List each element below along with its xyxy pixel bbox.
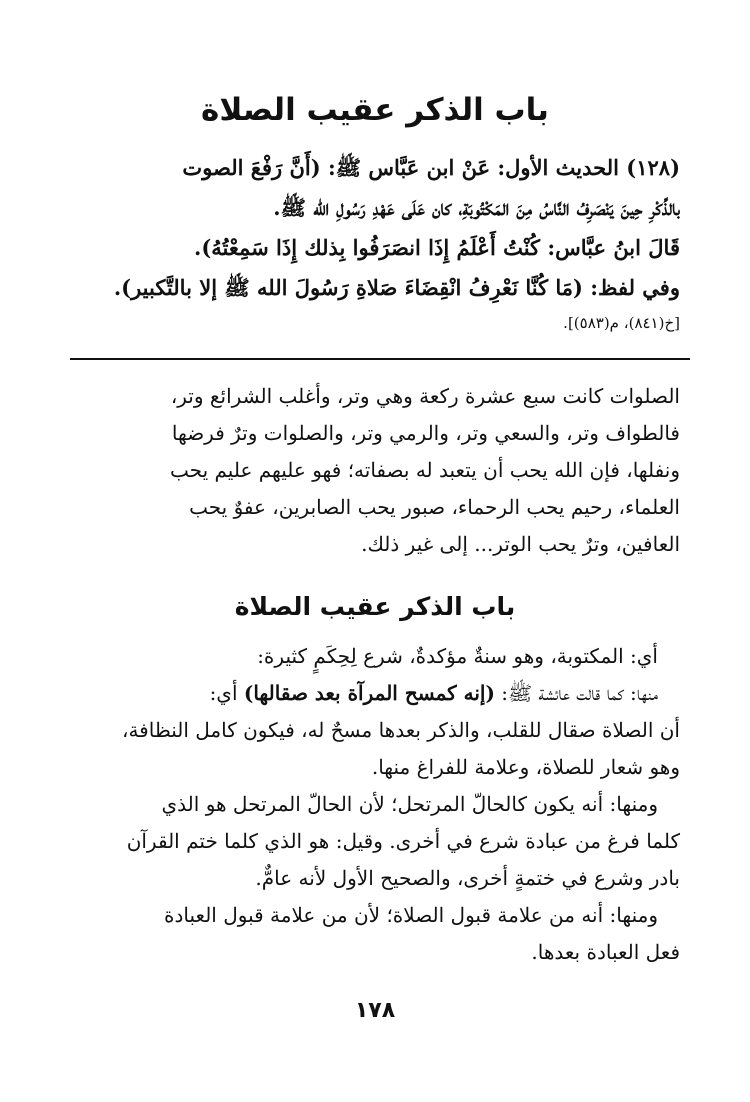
explanation-line: ومنها: أنه من علامة قبول الصلاة؛ لأن من علامة قبول العبادة [164,903,658,927]
section-heading: باب الذكر عقيب الصلاة [234,592,516,621]
hadith-line: بالذِّكْرِ حِينَ يَنْصَرِفُ النَّاسُ مِنَ المَكْتُوبَةِ، كان عَلَى عَهْدِ رَسُولِ الله ﷺ. [273,195,680,220]
commentary-line: العلماء، رحيم يحب الرحماء، صبور يحب الصابرين، عفوٌ يحب [189,495,680,519]
explanation-text: أي: [209,681,244,705]
commentary-line: العافين، وترٌ يحب الوتر... إلى غير ذلك. [361,532,680,556]
hadith-line: (١٢٨) الحديث الأول: عَنْ ابن عَبَّاس ﷺ: (أَنَّ رَفْعَ الصوت [182,155,680,180]
explanation-line: فعل العبادة بعدها. [531,940,680,964]
hadith-line: قَالَ ابنُ عبَّاس: كُنْتُ أَعْلَمُ إِذَا انصَرَفُوا بِذلك إِذَا سَمِعْتُهُ). [194,235,680,260]
hadith-source-reference: [خ(٨٤١)، م(٥٨٣)]. [563,314,680,332]
hadith-line: وفي لفظ: (مَا كُنَّا نَعْرِفُ انْقِضَاءَ صَلاةِ رَسُولَ الله ﷺ إلا بالتَّكبير). [113,275,680,300]
explanation-line: أن الصلاة صقال للقلب، والذكر بعدها مسحٌ له، فيكون كامل النظافة، [121,718,680,742]
explanation-text: منها: كما قالت عائشة ﷺ: [494,681,658,705]
commentary-line: فالطواف وتر، والسعي وتر، والرمي وتر، والصلوات وترٌ فرضها [171,421,680,445]
explanation-line: ومنها: أنه يكون كالحالّ المرتحل؛ لأن الحالّ المرتحل هو الذي [161,792,658,816]
explanation-line: كلما فرغ من عبادة شرع في أخرى. وقيل: هو الذي كلما ختم القرآن [126,829,680,853]
explanation-line: بادر وشرع في ختمةٍ أخرى، والصحيح الأول لأنه عامٌّ. [255,866,680,890]
hadith-block [60,148,680,338]
commentary-block [60,378,680,563]
section-divider [70,358,690,360]
page-number: ١٧٨ [354,998,396,1023]
explanation-line: وهو شعار للصلاة، وعلامة للفراغ منها. [371,755,680,779]
commentary-line: ونفلها، فإن الله يحب أن يتعبد له بصفاته؛ فهو عليهم عليم يحب [170,458,680,482]
quoted-saying: (إنه كمسح المرآة بعد صقالها) [243,681,495,705]
page-title: باب الذكر عقيب الصلاة [201,92,549,128]
explanation-line [60,675,680,712]
commentary-line: الصلوات كانت سبع عشرة ركعة وهي وتر، وأغلب الشرائع وتر، [170,384,680,408]
explanation-line: أي: المكتوبة، وهو سنةٌ مؤكدةٌ، شرع لِحِكَمٍ كثيرة: [257,644,658,668]
explanation-block [60,638,680,971]
